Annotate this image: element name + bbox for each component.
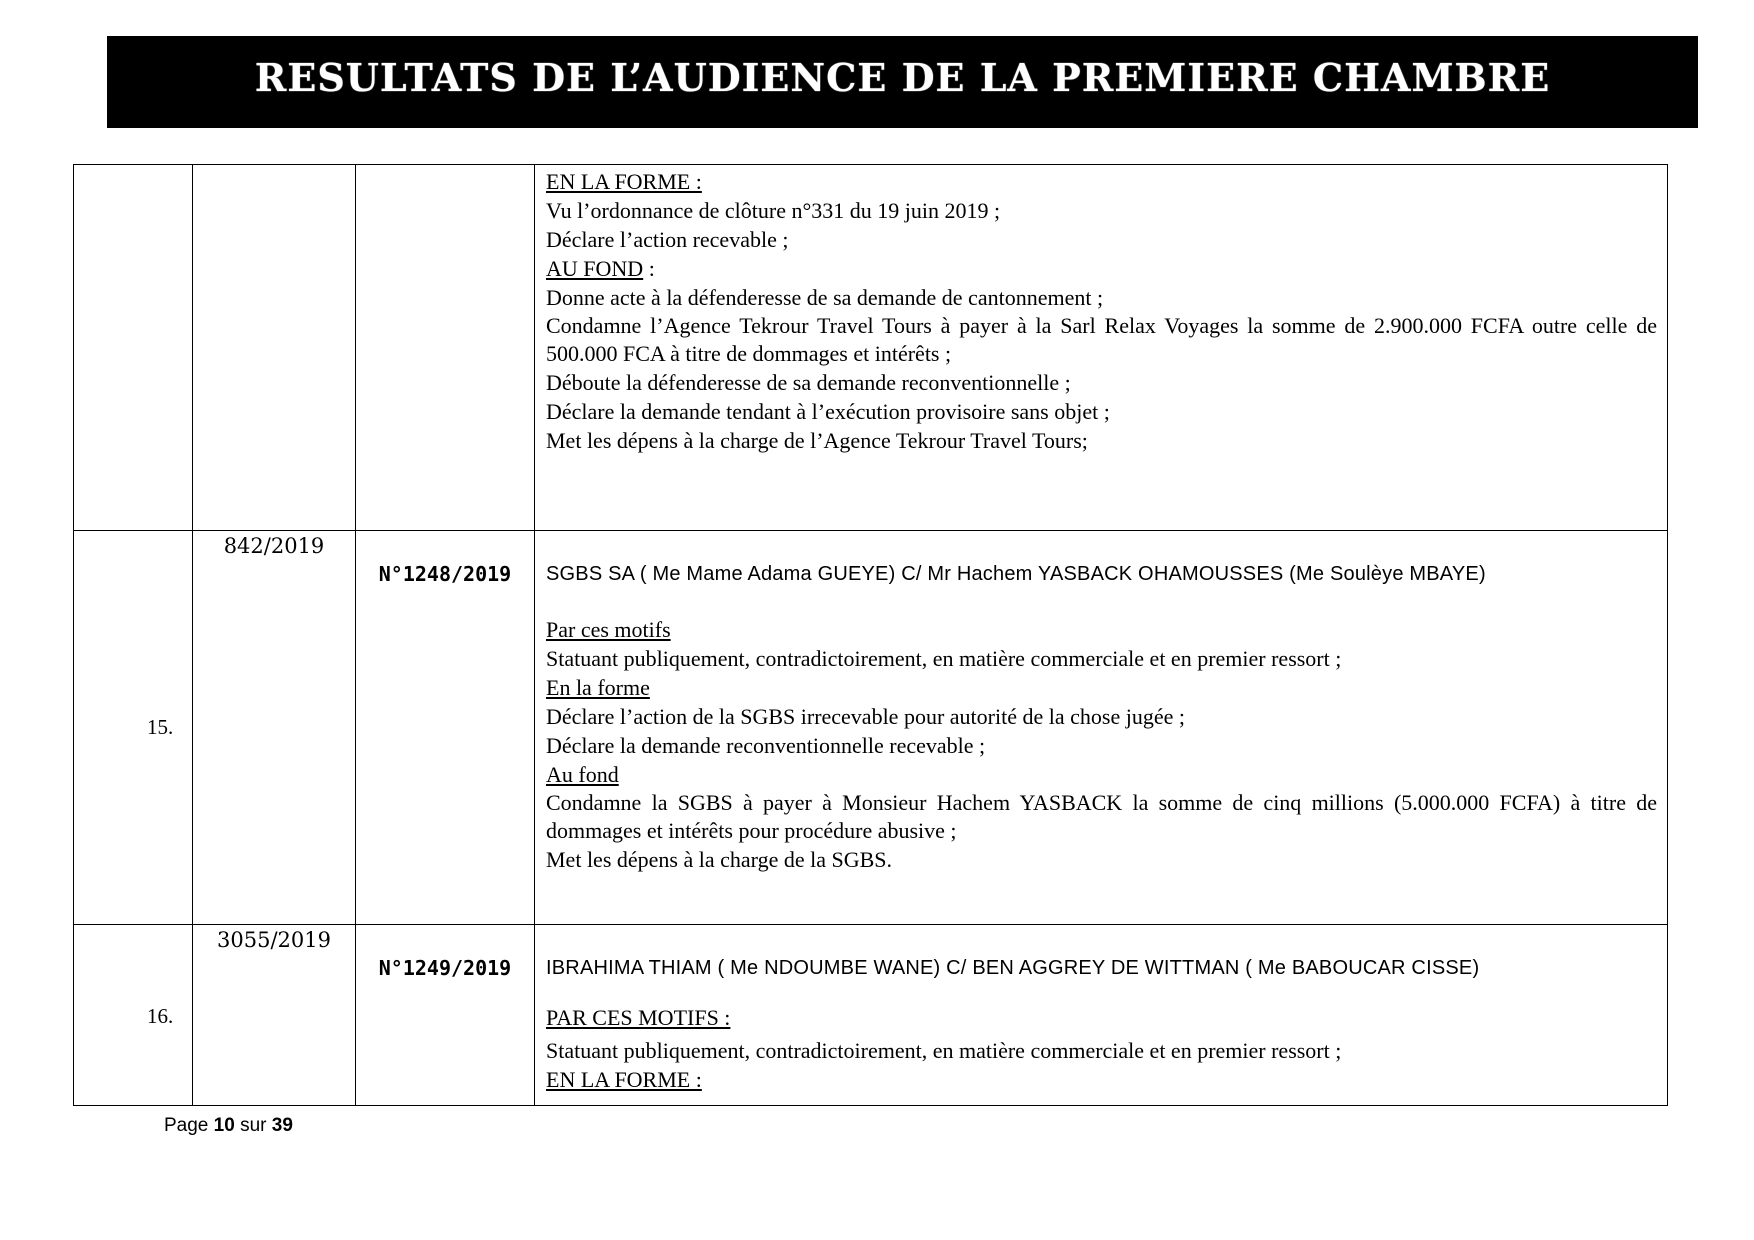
ruling-text [535,925,1667,1094]
number-cell [74,925,193,1106]
section-heading: En la forme [546,675,650,700]
ruling-line: Déboute la défenderesse de sa demande reconventionnelle ; [546,370,1071,395]
ruling-line: Met les dépens à la charge de l’Agence Tekrour Travel Tours; [546,428,1088,453]
parties-line: SGBS SA ( Me Mame Adama GUEYE) C/ Mr Hachem YASBACK OHAMOUSSES (Me Soulèye MBAYE) [546,563,1486,585]
decision-cell [356,165,535,531]
header-banner [107,36,1698,128]
decision-number: N°1248/2019 [378,562,512,586]
ruling-line: Condamne la SGBS à payer à Monsieur Hachem YASBACK la somme de cinq millions (5.000.000 FCFA) à titre de dommages et intérêts pour procédure abusive ; [546,790,1657,843]
page-number: 10 [213,1115,235,1136]
decision-number: N°1249/2019 [378,956,512,980]
parties-line: IBRAHIMA THIAM ( Me NDOUMBE WANE) C/ BEN AGGREY DE WITTMAN ( Me BABOUCAR CISSE) [546,957,1480,979]
role-number: 842/2019 [223,534,325,558]
table-row [74,531,1668,925]
ruling-text [535,165,1667,455]
ruling-line: Met les dépens à la charge de la SGBS. [546,847,893,872]
results-table [73,164,1668,1106]
ruling-line: Déclare la demande tendant à l’exécution provisoire sans objet ; [546,399,1110,424]
decision-cell [356,925,535,1106]
role-cell [193,925,356,1106]
section-heading: EN LA FORME : [546,169,702,194]
heading-colon: : [643,256,655,281]
section-heading: EN LA FORME : [546,1067,702,1092]
table-row [74,165,1668,531]
ruling-line: Déclare la demande reconventionnelle recevable ; [546,733,986,758]
section-heading: AU FOND [546,256,644,281]
page-total: 39 [271,1115,293,1136]
number-cell [74,165,193,531]
ruling-line: Déclare l’action recevable ; [546,227,789,252]
ruling-line: Vu l’ordonnance de clôture n°331 du 19 juin 2019 ; [546,198,1001,223]
ruling-cell [535,925,1668,1106]
ruling-line: Statuant publiquement, contradictoirement, en matière commerciale et en premier ressort ; [546,646,1342,671]
ruling-cell [535,531,1668,925]
row-number: 15. [147,715,174,739]
ruling-text [535,531,1667,874]
number-cell [74,531,193,925]
ruling-line: Déclare l’action de la SGBS irrecevable pour autorité de la chose jugée ; [546,704,1185,729]
section-heading: Au fond [546,762,619,787]
ruling-line: Condamne l’Agence Tekrour Travel Tours à payer à la Sarl Relax Voyages la somme de 2.900.000 FCFA outre celle de 500.000 FCA à titre de dommages et intérêts ; [546,313,1657,366]
role-cell [193,165,356,531]
row-number: 16. [147,1004,174,1028]
role-number: 3055/2019 [217,928,331,952]
page-of-label: sur [240,1115,267,1136]
page-label: Page [164,1115,209,1136]
ruling-line: Donne acte à la défenderesse de sa demande de cantonnement ; [546,285,1104,310]
page-title: RESULTATS DE L’AUDIENCE DE LA PREMIERE CHAMBRE [254,54,1551,100]
section-heading: Par ces motifs [546,617,671,642]
role-cell [193,531,356,925]
table-row [74,925,1668,1106]
section-heading: PAR CES MOTIFS : [546,1005,731,1030]
ruling-cell [535,165,1668,531]
page-footer [164,1115,293,1137]
ruling-line: Statuant publiquement, contradictoirement, en matière commerciale et en premier ressort ; [546,1038,1342,1063]
decision-cell [356,531,535,925]
